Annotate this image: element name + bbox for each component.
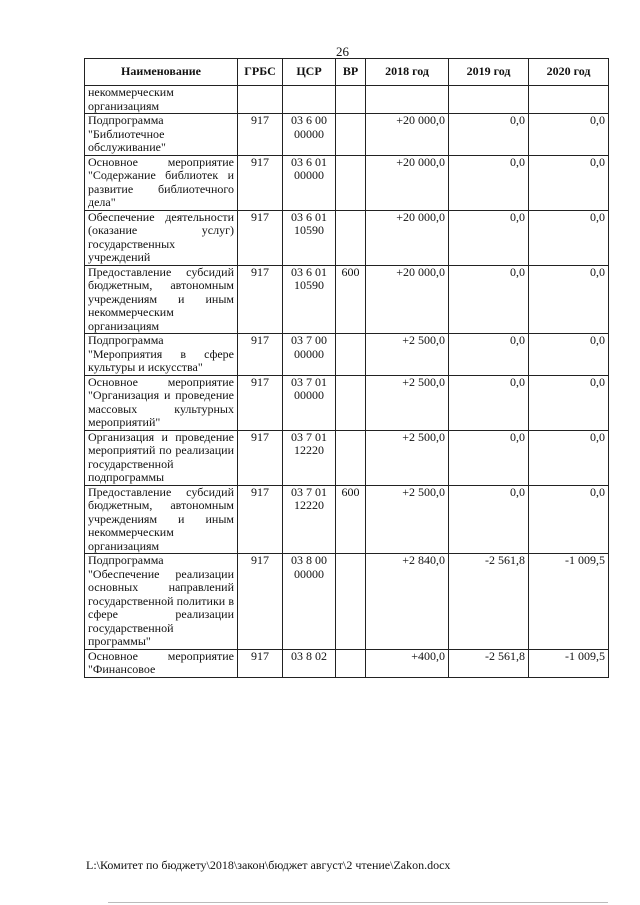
table-row — [85, 554, 609, 650]
cell-2019: 0,0 — [449, 375, 529, 430]
header-2019: 2019 год — [449, 59, 529, 86]
header-name: Наименование — [85, 59, 238, 86]
header-csr: ЦСР — [283, 59, 336, 86]
cell-2020: 0,0 — [529, 155, 609, 210]
cell-2020 — [529, 86, 609, 114]
header-grbs: ГРБС — [238, 59, 283, 86]
cell-grbs: 917 — [238, 265, 283, 334]
cell-csr: 03 7 01 12220 — [283, 485, 336, 554]
cell-vr — [336, 554, 366, 650]
cell-vr — [336, 86, 366, 114]
cell-name: Организация и проведение мероприятий по реализации государственной подпрограммы — [85, 430, 238, 485]
cell-2020: 0,0 — [529, 114, 609, 156]
cell-2020: -1 009,5 — [529, 649, 609, 677]
cell-2018: +20 000,0 — [366, 114, 449, 156]
cell-name: Предоставление субсидий бюджетным, автономным учреждениям и иным некоммерческим организациям — [85, 265, 238, 334]
cell-grbs: 917 — [238, 334, 283, 376]
table-row — [85, 86, 609, 114]
cell-2018: +20 000,0 — [366, 155, 449, 210]
cell-2019: 0,0 — [449, 485, 529, 554]
cell-grbs: 917 — [238, 210, 283, 265]
file-path-footer: L:\Комитет по бюджету\2018\закон\бюджет август\2 чтение\Zakon.docx — [86, 858, 451, 872]
cell-2018: +2 500,0 — [366, 375, 449, 430]
cell-2019: 0,0 — [449, 430, 529, 485]
cell-2018: +2 500,0 — [366, 430, 449, 485]
cell-csr: 03 6 01 10590 — [283, 210, 336, 265]
cell-2018: +20 000,0 — [366, 210, 449, 265]
cell-vr — [336, 375, 366, 430]
cell-grbs: 917 — [238, 554, 283, 650]
cell-2019 — [449, 86, 529, 114]
cell-vr: 600 — [336, 265, 366, 334]
cell-name: Подпрограмма "Библиотечное обслуживание" — [85, 114, 238, 156]
page-number: 26 — [336, 44, 349, 59]
cell-2020: 0,0 — [529, 210, 609, 265]
cell-grbs: 917 — [238, 485, 283, 554]
table-row — [85, 334, 609, 376]
cell-2020: -1 009,5 — [529, 554, 609, 650]
table-row — [85, 155, 609, 210]
cell-grbs: 917 — [238, 114, 283, 156]
cell-csr: 03 6 01 10590 — [283, 265, 336, 334]
cell-2019: -2 561,8 — [449, 649, 529, 677]
cell-vr — [336, 649, 366, 677]
cell-vr: 600 — [336, 485, 366, 554]
cell-csr — [283, 86, 336, 114]
cell-2018: +2 840,0 — [366, 554, 449, 650]
cell-name: Подпрограмма "Обеспечение реализации основных направлений государственной политики в сфере реализации государственной программы" — [85, 554, 238, 650]
cell-csr: 03 7 01 00000 — [283, 375, 336, 430]
cell-2019: 0,0 — [449, 334, 529, 376]
cell-name: Обеспечение деятельности (оказание услуг) государственных учреждений — [85, 210, 238, 265]
cell-2018: +2 500,0 — [366, 334, 449, 376]
table-row — [85, 210, 609, 265]
cell-csr: 03 6 00 00000 — [283, 114, 336, 156]
cell-csr: 03 7 01 12220 — [283, 430, 336, 485]
cell-2018: +400,0 — [366, 649, 449, 677]
cell-name: Подпрограмма "Мероприятия в сфере культуры и искусства" — [85, 334, 238, 376]
table-row — [85, 485, 609, 554]
cell-csr: 03 8 02 — [283, 649, 336, 677]
cell-name: некоммерческим организациям — [85, 86, 238, 114]
table-row — [85, 430, 609, 485]
table-row — [85, 649, 609, 677]
header-2018: 2018 год — [366, 59, 449, 86]
cell-2018: +20 000,0 — [366, 265, 449, 334]
cell-name: Основное мероприятие "Организация и проведение массовых культурных мероприятий" — [85, 375, 238, 430]
cell-vr — [336, 334, 366, 376]
cell-csr: 03 8 00 00000 — [283, 554, 336, 650]
cell-2020: 0,0 — [529, 265, 609, 334]
cell-2019: 0,0 — [449, 210, 529, 265]
header-vr: ВР — [336, 59, 366, 86]
cell-2020: 0,0 — [529, 430, 609, 485]
cell-name: Основное мероприятие "Финансовое — [85, 649, 238, 677]
cell-vr — [336, 155, 366, 210]
header-2020: 2020 год — [529, 59, 609, 86]
cell-2019: -2 561,8 — [449, 554, 529, 650]
cell-grbs: 917 — [238, 375, 283, 430]
cell-name: Основное мероприятие "Содержание библиотек и развитие библиотечного дела" — [85, 155, 238, 210]
cell-csr: 03 7 00 00000 — [283, 334, 336, 376]
cell-csr: 03 6 01 00000 — [283, 155, 336, 210]
cell-2020: 0,0 — [529, 375, 609, 430]
cell-name: Предоставление субсидий бюджетным, автономным учреждениям и иным некоммерческим организациям — [85, 485, 238, 554]
cell-2019: 0,0 — [449, 155, 529, 210]
table-row — [85, 114, 609, 156]
cell-vr — [336, 114, 366, 156]
cell-grbs: 917 — [238, 155, 283, 210]
table-row — [85, 265, 609, 334]
cell-2019: 0,0 — [449, 265, 529, 334]
bottom-rule — [108, 902, 608, 903]
cell-2020: 0,0 — [529, 334, 609, 376]
cell-grbs: 917 — [238, 649, 283, 677]
cell-vr — [336, 430, 366, 485]
cell-2019: 0,0 — [449, 114, 529, 156]
cell-2020: 0,0 — [529, 485, 609, 554]
table-header-row — [85, 59, 609, 86]
cell-grbs: 917 — [238, 430, 283, 485]
cell-2018: +2 500,0 — [366, 485, 449, 554]
cell-vr — [336, 210, 366, 265]
cell-grbs — [238, 86, 283, 114]
table-row — [85, 375, 609, 430]
cell-2018 — [366, 86, 449, 114]
budget-table — [84, 58, 609, 678]
